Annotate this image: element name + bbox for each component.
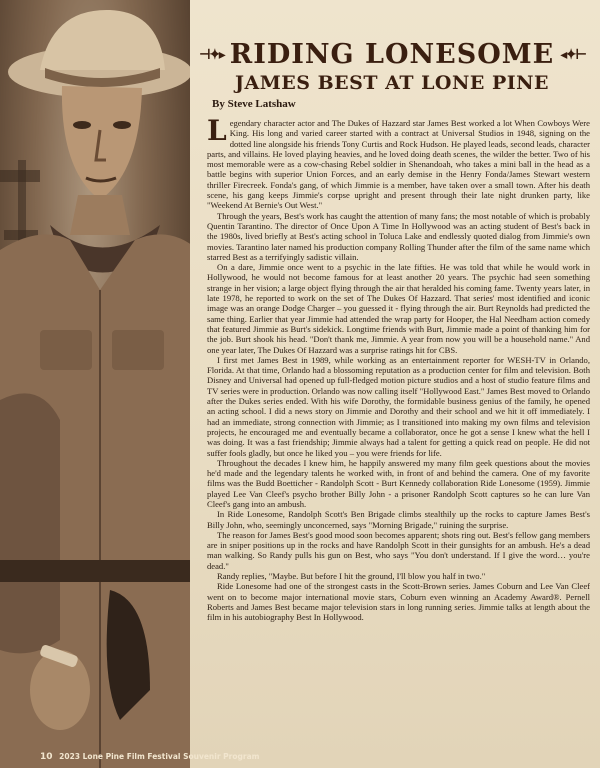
page-number: 10 [40,752,53,762]
article-title: RIDING LONESOME [229,39,555,70]
article-subtitle: JAMES BEST AT LONE PINE [235,72,549,94]
cowboy-illustration [0,0,198,768]
paragraph: Randy replies, "Maybe. But before I hit the ground, I'll blow you half in two." [217,571,486,582]
ornament-right-icon: ◂✦⊢ [560,47,586,63]
paragraph: I first met James Best in 1989, while working as an entertainment reporter for WESH-TV in Orlando, Florida. At that time, Orlando had a blossoming reputation as a production center for film and television. Both Disney and Universal had opened up full-fledged motion picture studios and a host of studio feature films and TV series were in production. Orlando was now calling itself "Hollywood East." James Best moved to Orlando after the Dukes series ended. With his wife Dorothy, the formidable business genius of the family, he opened an acting school. I did a news story on Jimmie and Dorothy and their school and we hit it off immediately. I had an immediate, strong connection with Jimmie; as I transitioned into making my own films and television projects, he encouraged me and eventually became a collaborator, once he got a sense I knew what the hell I was doing. It was a fast friendship; Jimmie always had a talent for getting a quick read on people. He did not suffer fools gladly, but once he liked you – you were friends for life. [207,354,590,458]
paragraph: On a dare, Jimmie once went to a psychic in the late fifties. He was told that while he would work in Hollywood, he would not become famous for at least another 20 years. The psychic had seen something strange in her vision; a large object flying through the air that heralded his coming fame. Twenty years later, in late 1978, he reported to work on the set of The Dukes Of Hazzard. That series' most identified and iconic image was an orange Dodge Charger – you guessed it - flying through the air. Burt Reynolds had predicted the same thing. Earlier that year Jimmie had attended the wrap party for Hooper, the Hal Needham action comedy that featured Jimmie as Burt's sidekick. Longtime friends with Burt, Jimmie made a point of thanking him for the job. Burt shook his head. "Don't thank me, Jimmie. A year from now you will be a household name." And one year later, The Dukes Of Hazzard was a surprise ratings hit for CBS. [207,262,590,355]
article-body [207,114,590,623]
paragraph-text: egendary character actor and The Dukes of Hazzard star James Best worked a lot When Cowboys Were King. His long and varied career started with a contract at Universal Studios in 1948, signing on the dotted line alongside his friends Tony Curtis and Rock Hudson. He played leads, second leads, character parts, and villains. He loved playing heavies, and he loved doing death scenes, the wilder the better. Two of his most memorable were as a cow-chasing Rebel soldier in Shenandoah, who takes a mini ball in the head as a battle begins with superior Union Forces, and an early demise in the Henry Fonda/James Stewart western thriller Firecreek. Fonda's gang, of which Jimmie is a member, have taken over a small town. After his death scene, his gang keeps Jimmie's corpse upright and present through their late night drunken party, like "Weekend At Bernie's Out West." [207,118,590,211]
cowboy-photo [0,0,198,768]
footer-label: 2023 Lone Pine Film Festival Souvenir Program [59,752,260,761]
page-footer [40,752,259,762]
article-title-row [192,40,592,70]
drop-cap: L [207,114,227,147]
paragraph [207,114,590,211]
paragraph: The reason for James Best's good mood soon becomes apparent; shots ring out. Best's fellow gang members are in sniper positions up in the rocks and have Randolph Scott in their gunsights for an ambush. He's a dead man walking. So Randy pulls his gun on Best, who says "You don't understand. If I give the word… you're dead." [207,529,590,571]
paragraph: Ride Lonesome had one of the strongest casts in the Scott-Brown series. James Coburn and Lee Van Cleef went on to become major international movie stars, Coburn even winning an Academy Award®. Pernell Roberts and James Best became major television stars in long running series. Jimmie talks at length about the film in his autobiography Best In Hollywood. [207,581,590,623]
paragraph: In Ride Lonesome, Randolph Scott's Ben Brigade climbs stealthily up the rocks to capture James Best's Billy John, who, seemingly unconcerned, says "Morning Brigade," ruining the surprise. [207,509,590,530]
byline: By Steve Latshaw [212,98,296,110]
paragraph: Through the years, Best's work has caught the attention of many fans; the most notable of which is probably Quentin Tarantino. The director of Once Upon A Time In Hollywood was an acting student of Best's back in the 1980s, lived briefly at Best's acting school in Toluca Lake and endlessly quoted dialog from Jimmie's own movies. Tarantino later named his production company Rolling Thunder after the film of the same name which starred Best as a terrifyingly sadistic villain. [207,210,590,262]
paragraph: Throughout the decades I knew him, he happily answered my many film geek questions about the movies he'd made and the legendary talents he worked with, in front of and behind the camera. One of my favorite films was the Budd Boetticher - Randolph Scott - Burt Kennedy collaboration Ride Lonesome (1959). Jimmie played Lee Van Cleef's psycho brother Billy John - a prisoner Randolph Scott captures so he can lure Van Cleef's gang into an ambush. [207,457,590,509]
ornament-left-icon: ⊣✦▸ [198,47,224,63]
article-header [192,40,592,94]
